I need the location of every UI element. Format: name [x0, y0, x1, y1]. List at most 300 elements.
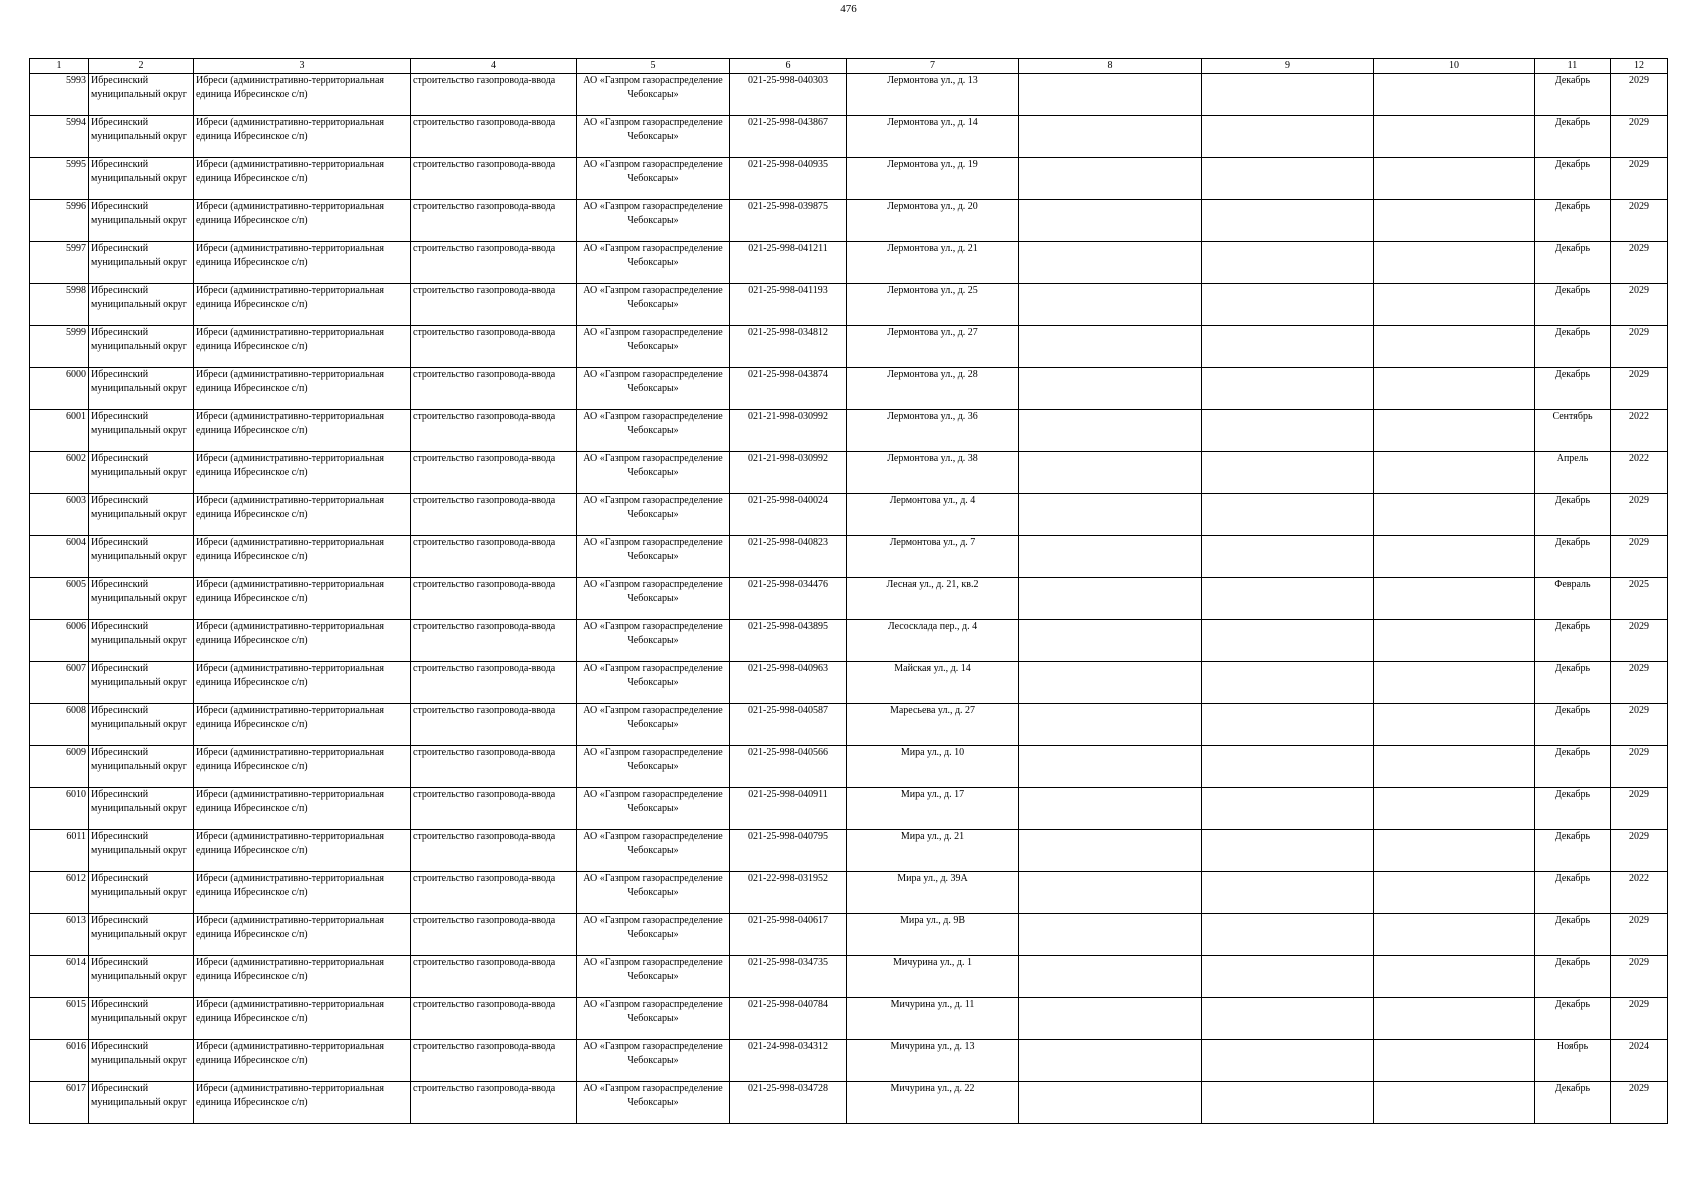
cell-number [30, 116, 89, 158]
cell-organization-text: АО «Газпром газораспределение Чебоксары» [583, 369, 723, 394]
cell-address-text: Мира ул., д. 39А [897, 873, 968, 884]
cell-year-text: 2029 [1629, 369, 1649, 380]
table-row [30, 998, 1668, 1040]
cell-address-text: Лермонтова ул., д. 20 [887, 201, 978, 212]
table-row [30, 788, 1668, 830]
cell-year [1611, 956, 1668, 998]
cell-address [847, 662, 1019, 704]
cell-year [1611, 452, 1668, 494]
cell-col8 [1019, 662, 1202, 704]
cell-code-text: 021-25-998-043867 [748, 117, 828, 128]
cell-work-type [411, 704, 577, 746]
cell-year-text: 2029 [1629, 117, 1649, 128]
page-number: 476 [840, 3, 857, 15]
cell-address [847, 74, 1019, 116]
cell-settlement [194, 368, 411, 410]
cell-col9 [1202, 578, 1374, 620]
cell-organization-text: АО «Газпром газораспределение Чебоксары» [583, 915, 723, 940]
cell-month [1535, 74, 1611, 116]
cell-work-type-text: строительство газопровода-ввода [413, 621, 556, 632]
cell-number-text: 6009 [66, 747, 86, 758]
cell-col8-text [1021, 746, 1199, 787]
cell-year [1611, 242, 1668, 284]
cell-col8-text [1021, 662, 1199, 703]
cell-code-text: 021-21-998-030992 [748, 453, 828, 464]
cell-code-text: 021-25-998-034812 [748, 327, 828, 338]
cell-month [1535, 872, 1611, 914]
cell-district-text: Ибресинский муниципальный округ [91, 453, 187, 478]
cell-code [730, 872, 847, 914]
cell-work-type-text: строительство газопровода-ввода [413, 327, 556, 338]
cell-number-text: 5994 [66, 117, 86, 128]
cell-year [1611, 74, 1668, 116]
column-header: 4 [411, 59, 577, 74]
cell-organization [577, 788, 730, 830]
cell-col9 [1202, 74, 1374, 116]
cell-settlement [194, 914, 411, 956]
cell-number [30, 1040, 89, 1082]
cell-settlement [194, 830, 411, 872]
cell-district-text: Ибресинский муниципальный округ [91, 579, 187, 604]
table-row [30, 746, 1668, 788]
cell-month-text: Сентябрь [1552, 411, 1593, 422]
cell-work-type [411, 116, 577, 158]
cell-code-text: 021-22-998-031952 [748, 873, 828, 884]
cell-col9 [1202, 368, 1374, 410]
cell-month-text: Декабрь [1554, 621, 1591, 632]
cell-col9 [1202, 158, 1374, 200]
cell-col8-text [1021, 74, 1199, 115]
cell-col10 [1374, 326, 1535, 368]
cell-col9-text [1204, 914, 1371, 955]
cell-settlement [194, 788, 411, 830]
cell-col9-text [1204, 788, 1371, 829]
cell-col10-text [1376, 1040, 1532, 1081]
cell-work-type [411, 242, 577, 284]
cell-col9-text [1204, 746, 1371, 787]
table-row [30, 158, 1668, 200]
cell-number-text: 5999 [66, 327, 86, 338]
cell-address [847, 452, 1019, 494]
cell-month [1535, 746, 1611, 788]
cell-district-text: Ибресинский муниципальный округ [91, 915, 187, 940]
cell-code [730, 914, 847, 956]
cell-year-text: 2022 [1629, 873, 1649, 884]
cell-number [30, 536, 89, 578]
table-row [30, 662, 1668, 704]
cell-col9-text [1204, 368, 1371, 409]
cell-year-text: 2022 [1629, 453, 1649, 464]
cell-organization [577, 494, 730, 536]
cell-address-text: Лермонтова ул., д. 38 [887, 453, 978, 464]
cell-district-text: Ибресинский муниципальный округ [91, 495, 187, 520]
cell-col10 [1374, 410, 1535, 452]
cell-year-text: 2029 [1629, 705, 1649, 716]
cell-year [1611, 746, 1668, 788]
cell-district [89, 200, 194, 242]
cell-col8 [1019, 578, 1202, 620]
cell-organization-text: АО «Газпром газораспределение Чебоксары» [583, 243, 723, 268]
cell-district-text: Ибресинский муниципальный округ [91, 1041, 187, 1066]
cell-work-type-text: строительство газопровода-ввода [413, 285, 556, 296]
cell-organization-text: АО «Газпром газораспределение Чебоксары» [583, 411, 723, 436]
cell-month-text: Декабрь [1554, 537, 1591, 548]
cell-number [30, 914, 89, 956]
cell-work-type-text: строительство газопровода-ввода [413, 789, 556, 800]
cell-col9 [1202, 830, 1374, 872]
cell-col9-text [1204, 872, 1371, 913]
cell-work-type-text: строительство газопровода-ввода [413, 75, 556, 86]
cell-year-text: 2029 [1629, 75, 1649, 86]
cell-col10-text [1376, 200, 1532, 241]
cell-address-text: Мира ул., д. 17 [900, 789, 965, 800]
cell-organization-text: АО «Газпром газораспределение Чебоксары» [583, 621, 723, 646]
cell-address [847, 830, 1019, 872]
cell-district [89, 116, 194, 158]
cell-address [847, 536, 1019, 578]
cell-code [730, 452, 847, 494]
cell-month [1535, 200, 1611, 242]
cell-col10-text [1376, 494, 1532, 535]
cell-code [730, 368, 847, 410]
cell-col9-text [1204, 116, 1371, 157]
cell-settlement [194, 662, 411, 704]
cell-organization-text: АО «Газпром газораспределение Чебоксары» [583, 579, 723, 604]
cell-col9 [1202, 242, 1374, 284]
cell-col8-text [1021, 704, 1199, 745]
table-row [30, 116, 1668, 158]
cell-code [730, 200, 847, 242]
cell-col9-text [1204, 536, 1371, 577]
cell-month [1535, 452, 1611, 494]
cell-number [30, 788, 89, 830]
cell-number [30, 326, 89, 368]
cell-settlement-text: Ибреси (административно-территориальная единица Ибресинское с/п) [196, 1041, 384, 1066]
cell-year-text: 2029 [1629, 1083, 1649, 1094]
cell-number-text: 6005 [66, 579, 86, 590]
cell-work-type [411, 998, 577, 1040]
cell-district-text: Ибресинский муниципальный округ [91, 1083, 187, 1108]
cell-district-text: Ибресинский муниципальный округ [91, 789, 187, 814]
cell-organization [577, 326, 730, 368]
cell-work-type-text: строительство газопровода-ввода [413, 201, 556, 212]
cell-col8 [1019, 158, 1202, 200]
table-header [30, 59, 1668, 74]
column-header: 10 [1374, 59, 1535, 74]
cell-month-text: Декабрь [1554, 75, 1591, 86]
cell-address-text: Мичурина ул., д. 22 [890, 1083, 975, 1094]
cell-col9-text [1204, 578, 1371, 619]
cell-settlement-text: Ибреси (административно-территориальная единица Ибресинское с/п) [196, 75, 384, 100]
cell-work-type-text: строительство газопровода-ввода [413, 705, 556, 716]
cell-col9 [1202, 1040, 1374, 1082]
cell-col8 [1019, 452, 1202, 494]
data-table [29, 58, 1668, 1124]
cell-code-text: 021-25-998-039875 [748, 201, 828, 212]
cell-work-type [411, 914, 577, 956]
cell-work-type-text: строительство газопровода-ввода [413, 495, 556, 506]
table-row [30, 326, 1668, 368]
cell-col9 [1202, 704, 1374, 746]
cell-month-text: Декабрь [1554, 915, 1591, 926]
cell-district [89, 620, 194, 662]
cell-number-text: 6017 [66, 1083, 86, 1094]
cell-month-text: Декабрь [1554, 1083, 1591, 1094]
table-row [30, 956, 1668, 998]
cell-year [1611, 578, 1668, 620]
cell-col8-text [1021, 998, 1199, 1039]
cell-year-text: 2029 [1629, 747, 1649, 758]
cell-address-text: Лермонтова ул., д. 21 [887, 243, 978, 254]
cell-district-text: Ибресинский муниципальный округ [91, 747, 187, 772]
cell-organization [577, 158, 730, 200]
cell-col10 [1374, 284, 1535, 326]
cell-address [847, 494, 1019, 536]
cell-month-text: Декабрь [1554, 201, 1591, 212]
cell-settlement [194, 74, 411, 116]
cell-organization-text: АО «Газпром газораспределение Чебоксары» [583, 285, 723, 310]
cell-col9 [1202, 620, 1374, 662]
cell-month [1535, 620, 1611, 662]
cell-number-text: 6004 [66, 537, 86, 548]
cell-col10-text [1376, 452, 1532, 493]
cell-col8 [1019, 1082, 1202, 1124]
cell-col10 [1374, 620, 1535, 662]
cell-settlement-text: Ибреси (административно-территориальная единица Ибресинское с/п) [196, 159, 384, 184]
cell-district-text: Ибресинский муниципальный округ [91, 537, 187, 562]
cell-work-type [411, 200, 577, 242]
cell-address-text: Мира ул., д. 10 [900, 747, 965, 758]
cell-code [730, 662, 847, 704]
cell-col8 [1019, 494, 1202, 536]
cell-work-type [411, 872, 577, 914]
cell-col8 [1019, 872, 1202, 914]
cell-settlement-text: Ибреси (административно-территориальная единица Ибресинское с/п) [196, 747, 384, 772]
cell-code-text: 021-25-998-040935 [748, 159, 828, 170]
cell-col8 [1019, 830, 1202, 872]
cell-work-type [411, 494, 577, 536]
cell-organization-text: АО «Газпром газораспределение Чебоксары» [583, 1041, 723, 1066]
cell-col8-text [1021, 578, 1199, 619]
cell-address-text: Лермонтова ул., д. 7 [889, 537, 976, 548]
cell-settlement [194, 578, 411, 620]
cell-code [730, 326, 847, 368]
cell-month-text: Декабрь [1554, 327, 1591, 338]
cell-settlement-text: Ибреси (административно-территориальная единица Ибресинское с/п) [196, 369, 384, 394]
cell-district [89, 368, 194, 410]
cell-number-text: 6013 [66, 915, 86, 926]
cell-district [89, 158, 194, 200]
cell-col9 [1202, 494, 1374, 536]
cell-code-text: 021-25-998-043895 [748, 621, 828, 632]
cell-col9 [1202, 998, 1374, 1040]
cell-year-text: 2029 [1629, 537, 1649, 548]
cell-work-type [411, 746, 577, 788]
cell-month-text: Декабрь [1554, 369, 1591, 380]
cell-organization-text: АО «Газпром газораспределение Чебоксары» [583, 453, 723, 478]
cell-code [730, 788, 847, 830]
cell-district [89, 704, 194, 746]
cell-col10-text [1376, 410, 1532, 451]
cell-col8-text [1021, 116, 1199, 157]
cell-year-text: 2029 [1629, 495, 1649, 506]
cell-address-text: Лермонтова ул., д. 4 [889, 495, 976, 506]
table-row [30, 620, 1668, 662]
cell-month-text: Апрель [1556, 453, 1589, 464]
cell-number-text: 5995 [66, 159, 86, 170]
cell-organization-text: АО «Газпром газораспределение Чебоксары» [583, 327, 723, 352]
cell-address [847, 116, 1019, 158]
cell-year [1611, 536, 1668, 578]
cell-month [1535, 242, 1611, 284]
cell-col9 [1202, 326, 1374, 368]
cell-organization-text: АО «Газпром газораспределение Чебоксары» [583, 831, 723, 856]
cell-col10 [1374, 1040, 1535, 1082]
cell-code [730, 578, 847, 620]
cell-month-text: Декабрь [1554, 873, 1591, 884]
cell-organization [577, 872, 730, 914]
cell-code-text: 021-25-998-034735 [748, 957, 828, 968]
cell-col10-text [1376, 746, 1532, 787]
cell-month [1535, 326, 1611, 368]
cell-col10 [1374, 494, 1535, 536]
cell-code [730, 746, 847, 788]
cell-year [1611, 620, 1668, 662]
cell-col10-text [1376, 704, 1532, 745]
cell-organization-text: АО «Газпром газораспределение Чебоксары» [583, 117, 723, 142]
cell-col9 [1202, 536, 1374, 578]
cell-settlement [194, 1040, 411, 1082]
cell-month-text: Декабрь [1554, 957, 1591, 968]
cell-col9 [1202, 452, 1374, 494]
table-row [30, 914, 1668, 956]
cell-address [847, 620, 1019, 662]
cell-col10-text [1376, 872, 1532, 913]
cell-code-text: 021-24-998-034312 [748, 1041, 828, 1052]
table-row [30, 830, 1668, 872]
cell-col10 [1374, 998, 1535, 1040]
cell-year-text: 2029 [1629, 915, 1649, 926]
cell-work-type-text: строительство газопровода-ввода [413, 957, 556, 968]
cell-organization-text: АО «Газпром газораспределение Чебоксары» [583, 495, 723, 520]
cell-work-type-text: строительство газопровода-ввода [413, 1083, 556, 1094]
cell-col10-text [1376, 368, 1532, 409]
cell-organization-text: АО «Газпром газораспределение Чебоксары» [583, 705, 723, 730]
cell-code [730, 410, 847, 452]
cell-col9-text [1204, 704, 1371, 745]
cell-col9-text [1204, 284, 1371, 325]
cell-col10 [1374, 578, 1535, 620]
cell-year-text: 2029 [1629, 621, 1649, 632]
cell-work-type [411, 368, 577, 410]
cell-address [847, 158, 1019, 200]
cell-work-type-text: строительство газопровода-ввода [413, 831, 556, 842]
cell-col9 [1202, 872, 1374, 914]
cell-settlement [194, 494, 411, 536]
cell-work-type-text: строительство газопровода-ввода [413, 537, 556, 548]
cell-work-type [411, 788, 577, 830]
cell-organization-text: АО «Газпром газораспределение Чебоксары» [583, 999, 723, 1024]
cell-settlement [194, 746, 411, 788]
table-row [30, 1040, 1668, 1082]
cell-settlement [194, 284, 411, 326]
cell-work-type-text: строительство газопровода-ввода [413, 579, 556, 590]
cell-month [1535, 830, 1611, 872]
cell-col10 [1374, 830, 1535, 872]
cell-number [30, 578, 89, 620]
cell-col8-text [1021, 620, 1199, 661]
cell-col9 [1202, 662, 1374, 704]
cell-col10 [1374, 200, 1535, 242]
cell-col10 [1374, 452, 1535, 494]
cell-col8 [1019, 956, 1202, 998]
cell-code [730, 620, 847, 662]
cell-col9-text [1204, 662, 1371, 703]
cell-work-type-text: строительство газопровода-ввода [413, 1041, 556, 1052]
table-row [30, 704, 1668, 746]
cell-settlement-text: Ибреси (административно-территориальная единица Ибресинское с/п) [196, 999, 384, 1024]
cell-address-text: Мичурина ул., д. 13 [890, 1041, 975, 1052]
cell-col10 [1374, 242, 1535, 284]
column-header: 9 [1202, 59, 1374, 74]
cell-number-text: 6014 [66, 957, 86, 968]
cell-address-text: Лермонтова ул., д. 14 [887, 117, 978, 128]
cell-col8 [1019, 746, 1202, 788]
cell-address-text: Майская ул., д. 14 [894, 663, 971, 674]
cell-code [730, 284, 847, 326]
cell-organization [577, 116, 730, 158]
cell-number [30, 200, 89, 242]
cell-col9-text [1204, 1040, 1371, 1081]
header-row [30, 59, 1668, 74]
cell-settlement [194, 452, 411, 494]
cell-col8-text [1021, 536, 1199, 577]
cell-year [1611, 914, 1668, 956]
cell-settlement [194, 326, 411, 368]
cell-year-text: 2029 [1629, 957, 1649, 968]
cell-col8-text [1021, 410, 1199, 451]
cell-col8 [1019, 1040, 1202, 1082]
cell-col10-text [1376, 662, 1532, 703]
cell-settlement [194, 410, 411, 452]
cell-district [89, 1040, 194, 1082]
cell-number [30, 410, 89, 452]
cell-month [1535, 1082, 1611, 1124]
cell-year [1611, 872, 1668, 914]
cell-col10-text [1376, 956, 1532, 997]
cell-work-type [411, 578, 577, 620]
cell-number-text: 6006 [66, 621, 86, 632]
cell-col8-text [1021, 788, 1199, 829]
cell-settlement [194, 1082, 411, 1124]
cell-work-type [411, 410, 577, 452]
cell-col10-text [1376, 788, 1532, 829]
cell-organization [577, 1082, 730, 1124]
cell-year [1611, 494, 1668, 536]
cell-district-text: Ибресинский муниципальный округ [91, 957, 187, 982]
cell-month [1535, 158, 1611, 200]
cell-year-text: 2029 [1629, 159, 1649, 170]
cell-col8-text [1021, 494, 1199, 535]
table-row [30, 494, 1668, 536]
cell-col8 [1019, 368, 1202, 410]
cell-year-text: 2022 [1629, 411, 1649, 422]
cell-col9-text [1204, 1082, 1371, 1123]
cell-col9 [1202, 788, 1374, 830]
cell-work-type [411, 452, 577, 494]
cell-month [1535, 578, 1611, 620]
cell-district-text: Ибресинский муниципальный округ [91, 201, 187, 226]
